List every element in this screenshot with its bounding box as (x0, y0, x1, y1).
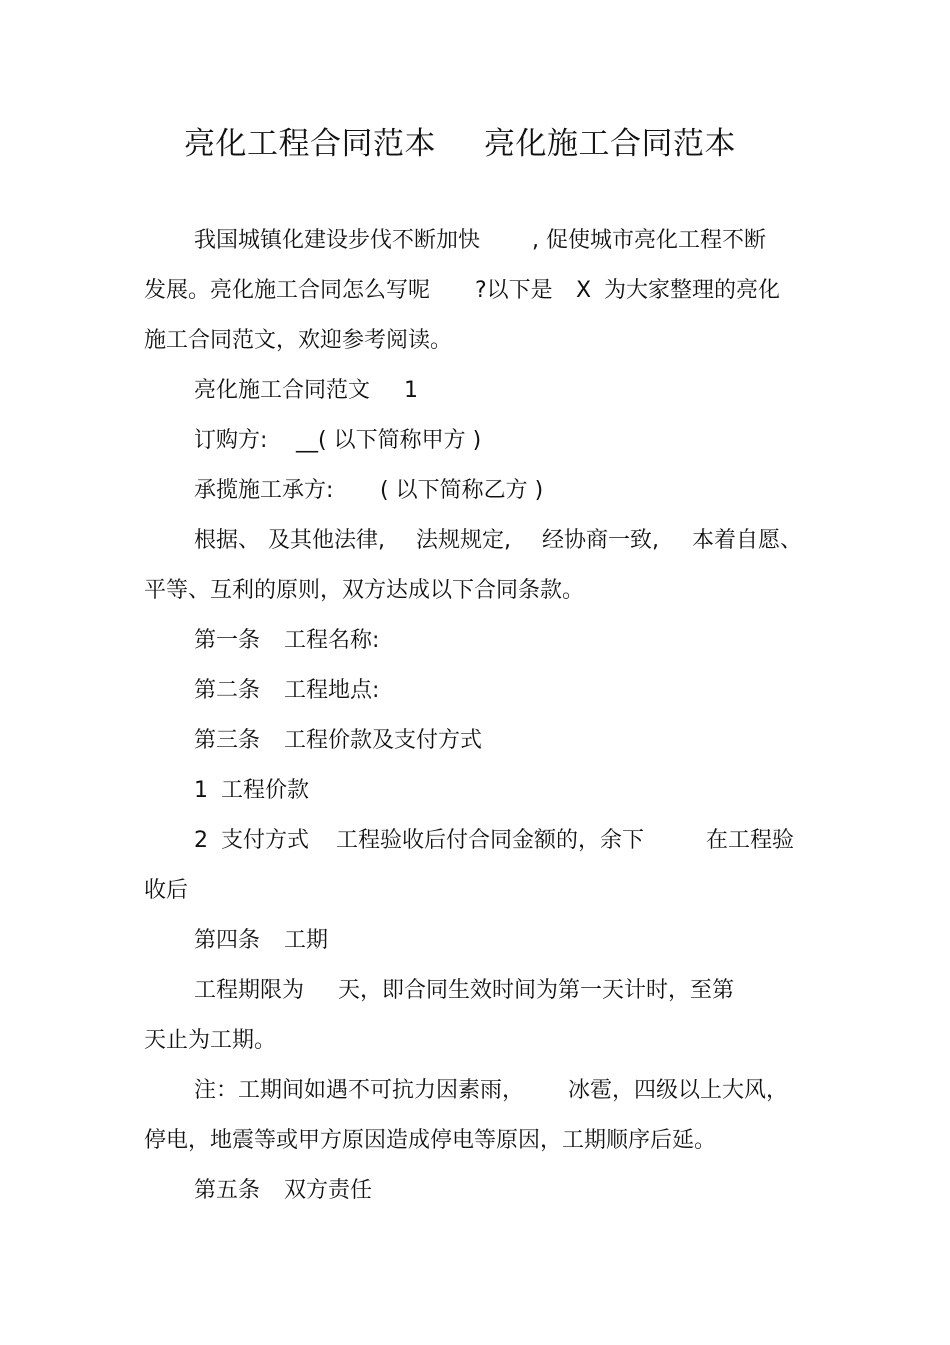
article-text: 工程地点: (284, 678, 380, 703)
article-label: 第二条 (194, 678, 261, 703)
document-title-part1: 亮化工程合同范本 (184, 126, 436, 162)
article-text: 工程价款及支付方式 (284, 728, 483, 753)
buyer-label: 订购方: (194, 428, 268, 453)
article-label: 第四条 (194, 928, 261, 953)
basis-text: 本着自愿、 (692, 528, 803, 553)
period-line-2: 天止为工期。 (144, 1028, 277, 1053)
intro-text: 为大家整理的亮化 (604, 278, 781, 303)
item-number: 1 (194, 778, 208, 803)
intro-text: X (576, 278, 592, 303)
period-text: 天，即合同生效时间为第一天计时，至第 (338, 978, 735, 1003)
item-text: 工程验收后付合同金额的，余下 (336, 828, 645, 853)
contractor-label: 承揽施工承方: (194, 478, 334, 503)
basis-text: 根据、 (194, 528, 261, 553)
article-text: 工期 (284, 928, 329, 953)
intro-text: ?以下是 (475, 278, 553, 303)
intro-line-3: 施工合同范文，欢迎参考阅读。 (144, 328, 453, 353)
document-title-part2: 亮化施工合同范本 (484, 126, 736, 162)
note-text: 注：工期间如遇不可抗力因素雨， (194, 1078, 525, 1103)
intro-text: 发展。亮化施工合同怎么写呢 (144, 278, 431, 303)
section-heading-number: 1 (404, 378, 418, 403)
item-number: 2 (194, 828, 208, 853)
contractor-value: ( 以下简称乙方 ) (380, 478, 544, 503)
note-text: 冰雹，四级以上大风， (568, 1078, 789, 1103)
item-text: 在工程验 (706, 828, 795, 853)
article-label: 第一条 (194, 628, 261, 653)
item-2-continued: 收后 (144, 878, 189, 903)
buyer-value: __( 以下简称甲方 ) (296, 428, 482, 453)
article-text: 工程名称: (284, 628, 380, 653)
basis-text: 经协商一致, (542, 528, 659, 553)
article-text: 双方责任 (284, 1178, 373, 1203)
basis-text: 及其他法律, (268, 528, 385, 553)
article-label: 第三条 (194, 728, 261, 753)
note-line-2: 停电，地震等或甲方原因造成停电等原因，工期顺序后延。 (144, 1128, 717, 1153)
article-label: 第五条 (194, 1178, 261, 1203)
period-text: 工程期限为 (194, 978, 305, 1003)
basis-text: 法规规定, (416, 528, 511, 553)
intro-text: 我国城镇化建设步伐不断加快 (194, 228, 481, 253)
basis-line-2: 平等、互利的原则，双方达成以下合同条款。 (144, 578, 585, 603)
section-heading-text: 亮化施工合同范文 (194, 378, 371, 403)
item-text: 工程价款 (221, 778, 310, 803)
intro-text: , 促使城市亮化工程不断 (532, 228, 766, 253)
item-text: 支付方式 (221, 828, 310, 853)
